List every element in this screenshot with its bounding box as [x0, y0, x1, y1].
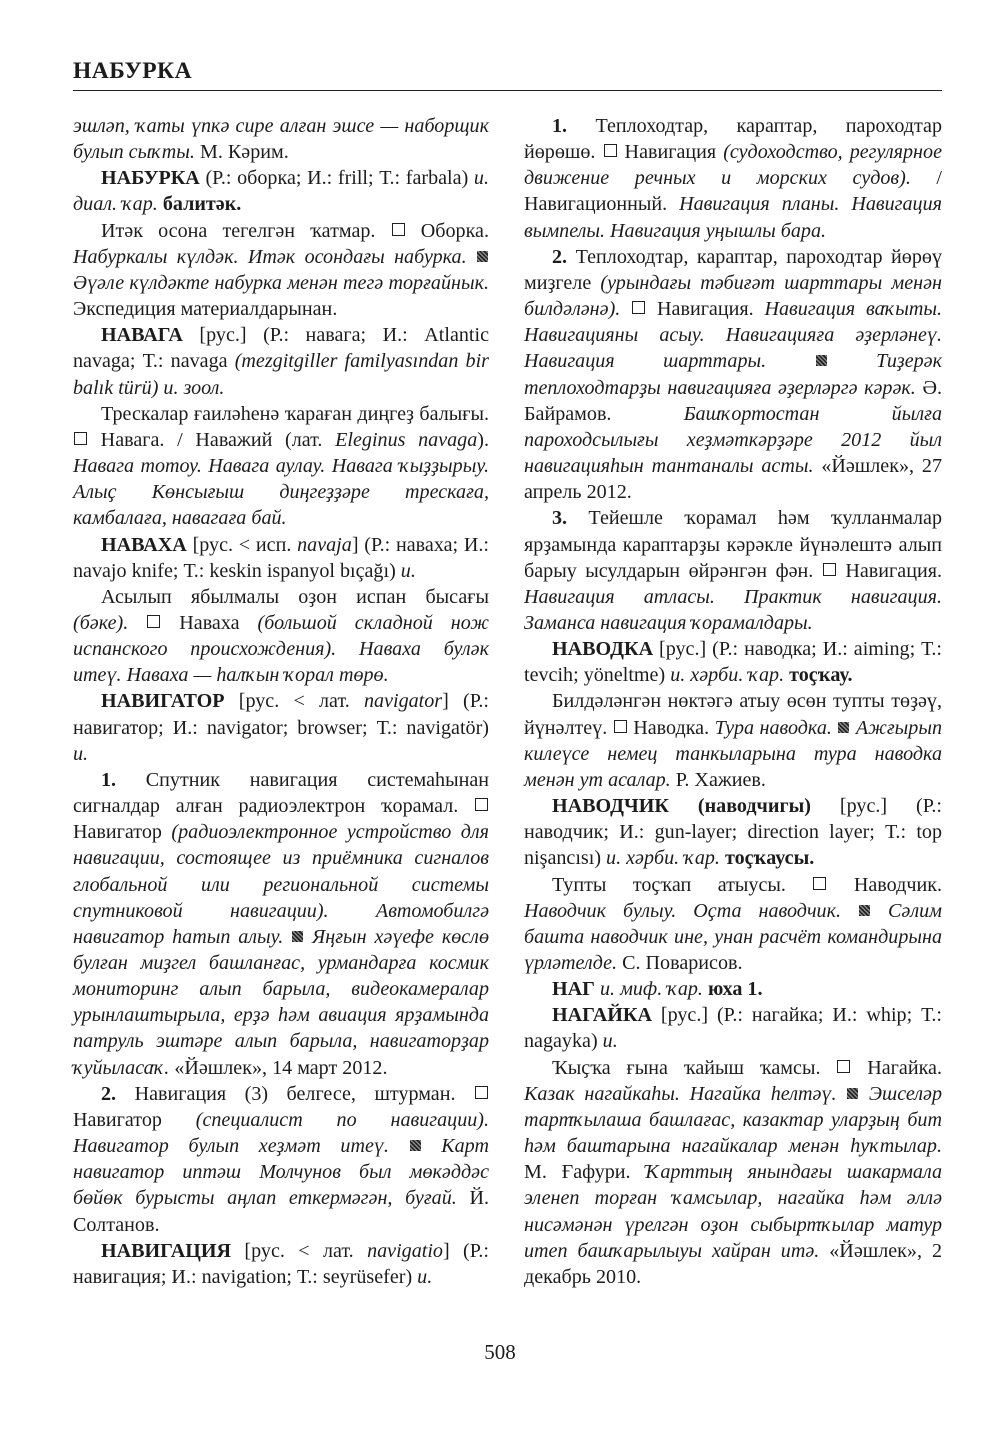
shaded-square-icon — [838, 722, 849, 733]
entry-naburka: НАБУРКА (Р.: оборка; И.: frill; Т.: farbala) и. диал. ҡар. балитәк. — [73, 167, 489, 216]
square-outline-icon — [475, 798, 488, 811]
entry-navigatsiya: НАВИГАЦИЯ [рус. < лат. navigatio] (Р.: навигация; И.: navigation; Т.: seyrüsefer) и. — [73, 1239, 489, 1288]
square-outline-icon — [837, 1060, 850, 1073]
definition: Тупты тоҫҡап атыусы. Наводчик. Наводчик булыу. Оҫта наводчик. Сәлим башта наводчик ине, унан расчёт командирына үрләтелде. С. Поварисов. — [524, 873, 942, 974]
shaded-square-icon — [477, 251, 488, 262]
square-outline-icon — [614, 720, 627, 733]
square-outline-icon — [823, 563, 836, 576]
sense-2: 2. Навигация (3) белгесе, штурман. Навигатор (специалист по навигации). Навигатор булып хеҙмәт итеү. Карт навигатор иптәш Молчунов был мөкәддәс бөйөк бурысты аңлап еткермәгән, буғай. Й. Солтанов. — [73, 1082, 490, 1236]
square-outline-icon — [632, 301, 645, 314]
entry-nag: НАГ и. миф. ҡар. юха 1. — [552, 978, 763, 1001]
square-outline-icon — [74, 432, 87, 445]
page-number: 508 — [484, 1340, 516, 1364]
shaded-square-icon — [816, 355, 827, 366]
square-outline-icon — [813, 877, 826, 890]
definition: Асылып ябылмалы оҙон испан бысағы (бәке). Наваха (большой складной нож испанского происхождения). Наваха буләк итеү. Наваха — һалҡын ҡорал төрө. — [73, 585, 490, 687]
running-header: НАБУРКА — [73, 58, 193, 84]
entry-navaga: НАВАГА [рус.] (Р.: навага; И.: Atlantic navaga; Т.: navaga (mezgitgiller familyasından bir balık türü) и. зоол. — [73, 324, 489, 399]
header-rule — [73, 90, 942, 91]
definition: Ҡыҫҡа ғына ҡайыш ҡамсы. Нагайка. Казак нагайкаһы. Нагайка һелтәү. Эшселәр тартҡылаша башлағас, казактар уларҙың бит һәм баштарына нагайкалар менән һуҡтылар. М. Ғафури. Ҡарттың янындағы шакармала эленеп торған ҡамсылар, нагайка һәм әллә нисәмәнән үрелгән оҙон сыбыртҡылар матур итеп башҡарылыуы хайран итә. «Йәшлек», 2 декабрь 2010. — [524, 1056, 943, 1288]
definition: Билдәләнгән нөктәгә атыу өсөн тупты төҙәү, йүнәлтеү. Наводка. Тура наводка. Ажғырып килеүсе немец танкыларына тура наводка менән ут асалар. Р. Хажиев. — [524, 690, 942, 791]
entry-navodchik: НАВОДЧИК (наводчигы) [рус.] (Р.: наводчик; И.: gun-layer; direction layer; Т.: top nişancısı) и. хәрби. ҡар. тоҫҡаусы. — [524, 795, 942, 870]
entry-navaha: НАВАХА [рус. < исп. navaja] (Р.: наваха; И.: navajo knife; Т.: keskin ispanyol bıçağı) и. — [73, 533, 489, 582]
square-outline-icon — [392, 223, 405, 236]
entry-continuation: эшләп, ҡаты үпкә сире алған эшсе — наборщик булып сыҡты. М. Кәрим. — [73, 115, 489, 164]
definition: Трескалар ғаиләһенә ҡараған диңгеҙ балығы. Навага. / Наважий (лат. Eleginus navaga). Навага тотоу. Навага аулау. Навага ҡыҙҙырыу. Алыҫ Көнсығыш диңгеҙҙәре трескаға, камбалаға, навагаға бай. — [73, 402, 489, 530]
shaded-square-icon — [410, 1140, 421, 1151]
entry-navodka: НАВОДКА [рус.] (Р.: наводка; И.: aiming; Т.: tevcih; yöneltme) и. хәрби. ҡар. тоҫҡау. — [524, 638, 942, 687]
entry-nagaika: НАГАЙКА [рус.] (Р.: нагайка; И.: whip; Т.: nagayka) и. — [524, 1004, 942, 1053]
sense-3: 3. Тейешле ҡорамал һәм ҡулланмалар ярҙамында караптарҙы кәрәкле йүнәлештә алып барыу ысулдарын өйрәнгән фән. Навигация. Навигация атласы. Практик навигация. Заманса навигация ҡорамалдары. — [524, 507, 942, 634]
square-outline-icon — [475, 1086, 488, 1099]
square-outline-icon — [604, 144, 617, 157]
square-outline-icon — [147, 615, 160, 628]
sense-1: 1. Спутник навигация системаһынан сигналдар алған радиоэлектрон ҡорамал. Навигатор (радиоэлектронное устройство для навигации, состоящее из приёмника сигналов глобальной или региональной системы спутниковой навигации). Автомобилгә навигатор һатып алыу. Яңғын хәүефе көслө булған миҙгел башланғас, урмандарға космик мониторинг алып барыла, видеокамералар урынлаштырыла, ерҙә һәм авиация ярҙамында патруль эштәре алып барыла, навигаторҙар ҡуйыласаҡ. «Йәшлек», 14 март 2012. — [73, 768, 489, 1079]
shaded-square-icon — [292, 931, 303, 942]
entry-navigator: НАВИГАТОР [рус. < лат. navigator] (Р.: навигатор; И.: navigator; browser; Т.: navigatör) и. — [73, 690, 490, 765]
sense-2: 2. Теплоходтар, караптар, пароходтар йөрөү миҙгеле (урындағы тәбиғәт шарттары менән билдәләнә). Навигация. Навигация ваҡыты. Навигацияны асыу. Навигацияға әҙерләнеү. Навигация шарттары. Тиҙерәк теплоходтарҙы навигацияға әҙерләргә кәрәк. Ә. Байрамов. Башҡортостан йылға пароходсылығы хеҙмәткәрҙәре 2012 йыл навигацияһын тантаналы асты. «Йәшлек», 27 апрель 2012. — [524, 245, 942, 504]
left-column — [73, 113, 489, 1290]
shaded-square-icon — [859, 905, 870, 916]
shaded-square-icon — [847, 1088, 858, 1099]
right-column — [524, 113, 942, 1290]
sense-1: 1. Теплоходтар, караптар, пароходтар йөрөшө. Навигация (судоходство, регулярное движение речных и морских судов). / Навигационный. Навигация планы. Навигация вымпелы. Навигация уңышлы бара. — [524, 115, 943, 242]
definition: Итәк осона тегелгән ҡатмар. Оборка. Набуркалы күлдәк. Итәк осондағы набурка. Әүәле күлдәкте набурка менән тегә торғайнык. Экспедиция материалдарынан. — [73, 219, 489, 321]
